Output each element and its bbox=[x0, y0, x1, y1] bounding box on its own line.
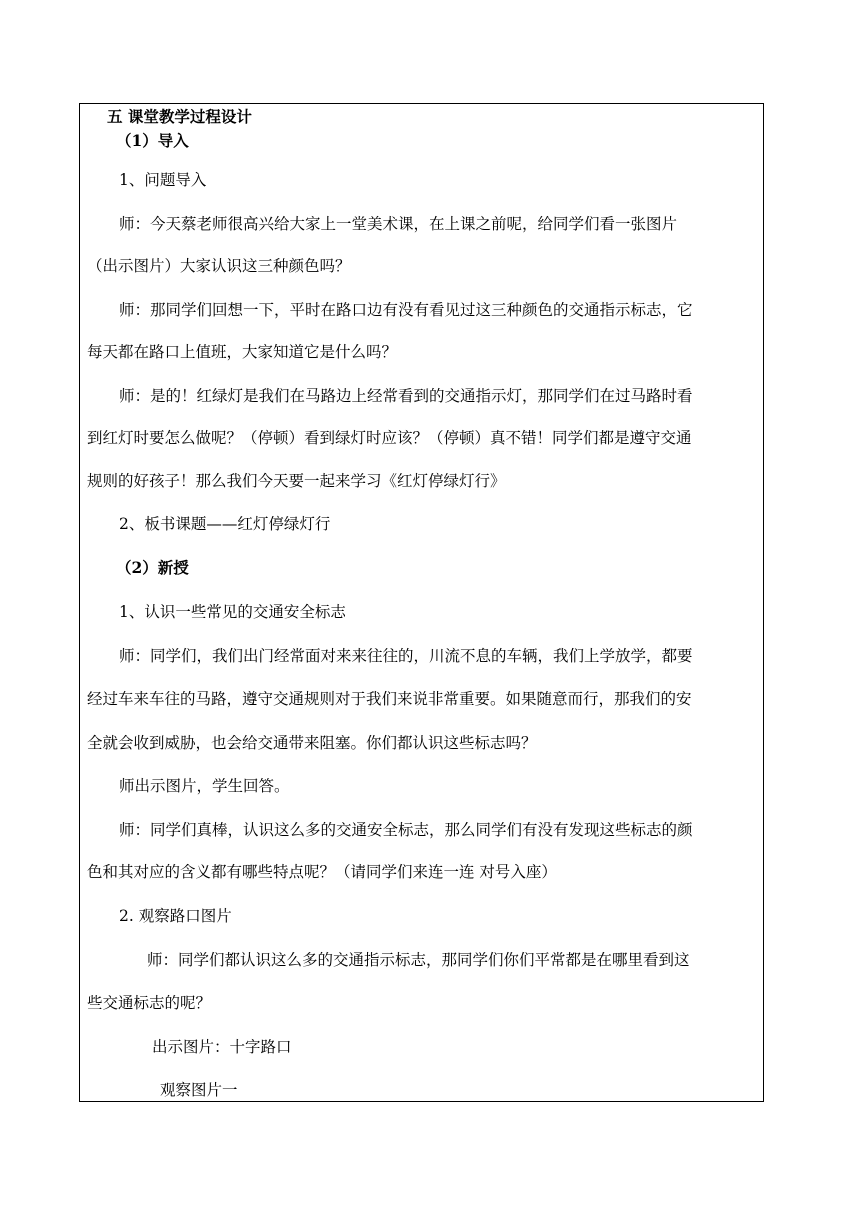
newlesson-p1-line1: 师：同学们，我们出门经常面对来来往往的，川流不息的车辆，我们上学放学，都要 bbox=[119, 647, 693, 665]
newlesson-p2: 师出示图片，学生回答。 bbox=[119, 777, 290, 795]
newlesson-p4-line2: 些交通标志的呢？ bbox=[87, 994, 212, 1012]
newlesson-p3-line1: 师：同学们真棒，认识这么多的交通安全标志，那么同学们有没有发现这些标志的颜 bbox=[119, 821, 693, 839]
intro-p3-line3: 规则的好孩子！那么我们今天要一起来学习《红灯停绿灯行》 bbox=[87, 472, 506, 490]
intro-p1-line2: （出示图片）大家认识这三种颜色吗？ bbox=[87, 257, 351, 275]
newlesson-heading: （2）新授 bbox=[116, 558, 189, 577]
intro-p2-line1: 师：那同学们回想一下，平时在路口边有没有看见过这三种颜色的交通指示标志，它 bbox=[119, 301, 693, 319]
newlesson-observe-picture: 观察图片一 bbox=[160, 1081, 238, 1099]
intro-title: 1、问题导入 bbox=[119, 171, 207, 189]
newlesson-p1-line3: 全就会收到威胁，也会给交通带来阻塞。你们都认识这些标志吗？ bbox=[87, 734, 537, 752]
newlesson-show-picture: 出示图片：十字路口 bbox=[152, 1038, 292, 1056]
intro-p3-line2: 到红灯时要怎么做呢？（停顿）看到绿灯时应该？（停顿）真不错！同学们都是遵守交通 bbox=[87, 429, 692, 447]
newlesson-title1: 1、认识一些常见的交通安全标志 bbox=[119, 603, 346, 621]
intro-title2: 2、板书课题——红灯停绿灯行 bbox=[119, 515, 331, 533]
section-heading: 五 课堂教学过程设计 bbox=[107, 107, 252, 126]
newlesson-p1-line2: 经过车来车往的马路，遵守交通规则对于我们来说非常重要。如果随意而行，那我们的安 bbox=[87, 690, 692, 708]
newlesson-p4-line1: 师：同学们都认识这么多的交通指示标志，那同学们你们平常都是在哪里看到这 bbox=[147, 951, 690, 969]
intro-p3-line1: 师：是的！红绿灯是我们在马路边上经常看到的交通指示灯，那同学们在过马路时看 bbox=[119, 387, 693, 405]
intro-p1-line1: 师：今天蔡老师很高兴给大家上一堂美术课，在上课之前呢，给同学们看一张图片 bbox=[119, 215, 678, 233]
part1-heading: （1）导入 bbox=[116, 131, 189, 150]
newlesson-p3-line2: 色和其对应的含义都有哪些特点呢？（请同学们来连一连 对号入座） bbox=[87, 863, 557, 881]
newlesson-title2: 2. 观察路口图片 bbox=[119, 907, 232, 925]
intro-p2-line2: 每天都在路口上值班，大家知道它是什么吗？ bbox=[87, 343, 398, 361]
